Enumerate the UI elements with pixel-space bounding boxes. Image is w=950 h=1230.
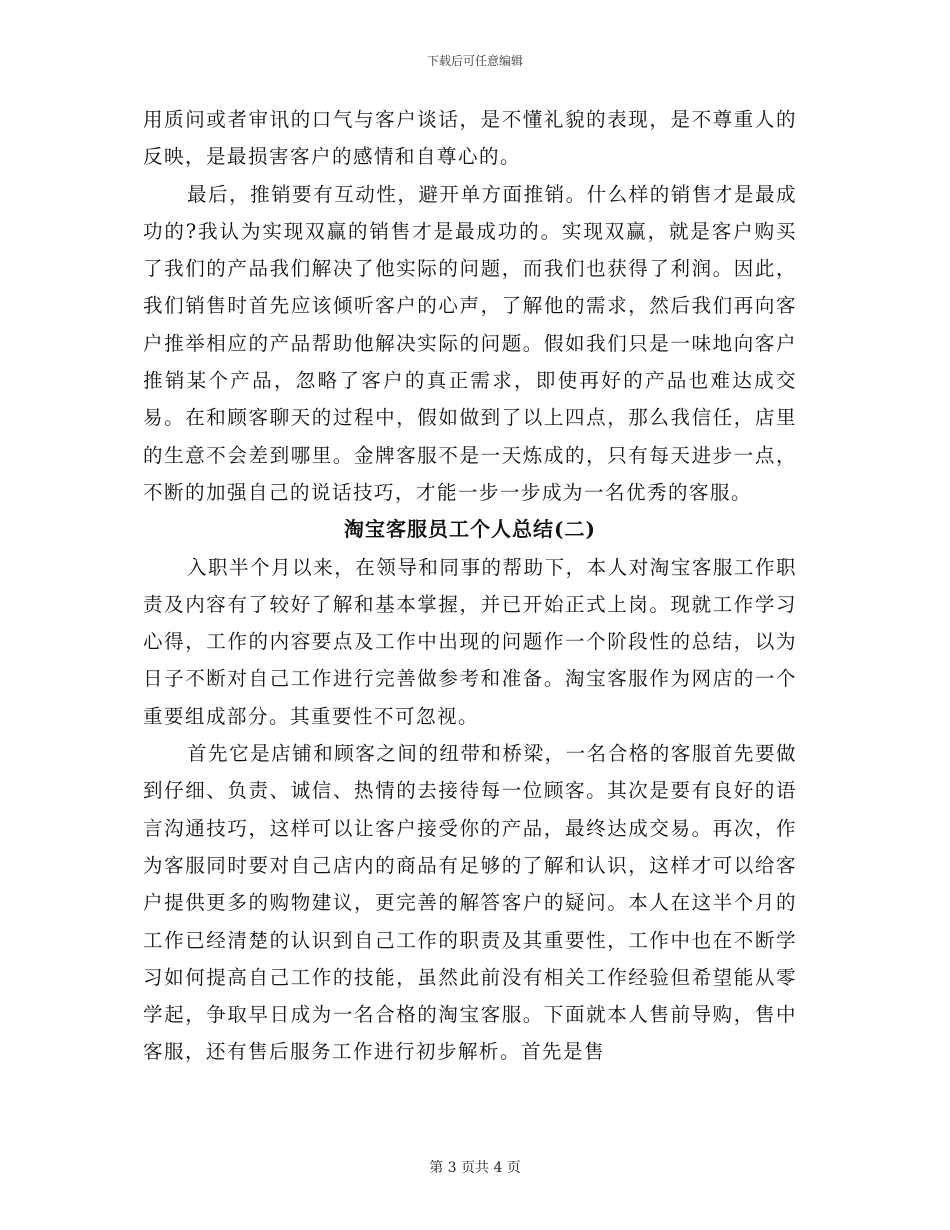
page-header: 下载后可任意编辑 bbox=[426, 54, 523, 68]
paragraph-finally: 最后，推销要有互动性，避开单方面推销。什么样的销售才是最成功的?我认为实现双赢的销售才是最成功的。实现双赢，就是客户购买了我们的产品我们解决了他实际的问题，而我们也获得了利润。因此，我们销售时首先应该倾听客户的心声，了解他的需求，然后我们再向客户推举相应的产品帮助他解决实际的问题。假如我们只是一味地向客户推销某个产品，忽略了客户的真正需求，即使再好的产品也难达成交易。在和顾客聊天的过程中，假如做到了以上四点，那么我信任，店里的生意不会差到哪里。金牌客服不是一天炼成的，只有每天进步一点，不断的加强自己的说话技巧，才能一步一步成为一名优秀的客服。 bbox=[143, 182, 797, 504]
page-footer: 第 3 页共 4 页 bbox=[429, 1160, 521, 1176]
section-title: 淘宝客服员工个人总结(二) bbox=[344, 517, 596, 542]
paragraph-intro: 入职半个月以来，在领导和同事的帮助下，本人对淘宝客服工作职责及内容有了较好了解和基本掌握，并已开始正式上岗。现就工作学习心得，工作的内容要点及工作中出现的问题作一个阶段性的总结，以为日子不断对自己工作进行完善做参考和准备。淘宝客服作为网店的一个重要组成部分。其重要性不可忽视。 bbox=[143, 555, 797, 728]
paragraph-continuation: 用质问或者审讯的口气与客户谈话，是不懂礼貌的表现，是不尊重人的反映，是最损害客户的感情和自尊心的。 bbox=[143, 108, 797, 169]
paragraph-first: 首先它是店铺和顾客之间的纽带和桥梁，一名合格的客服首先要做到仔细、负责、诚信、热情的去接待每一位顾客。其次是要有良好的语言沟通技巧，这样可以让客户接受你的产品，最终达成交易。再次，作为客服同时要对自己店内的商品有足够的了解和认识，这样才可以给客户提供更多的购物建议，更完善的解答客户的疑问。本人在这半个月的工作已经清楚的认识到自己工作的职责及其重要性，工作中也在不断学习如何提高自己工作的技能，虽然此前没有相关工作经验但希望能从零学起，争取早日成为一名合格的淘宝客服。下面就本人售前导购，售中客服，还有售后服务工作进行初步解析。首先是售 bbox=[143, 742, 797, 1064]
document-body bbox=[143, 101, 797, 1071]
